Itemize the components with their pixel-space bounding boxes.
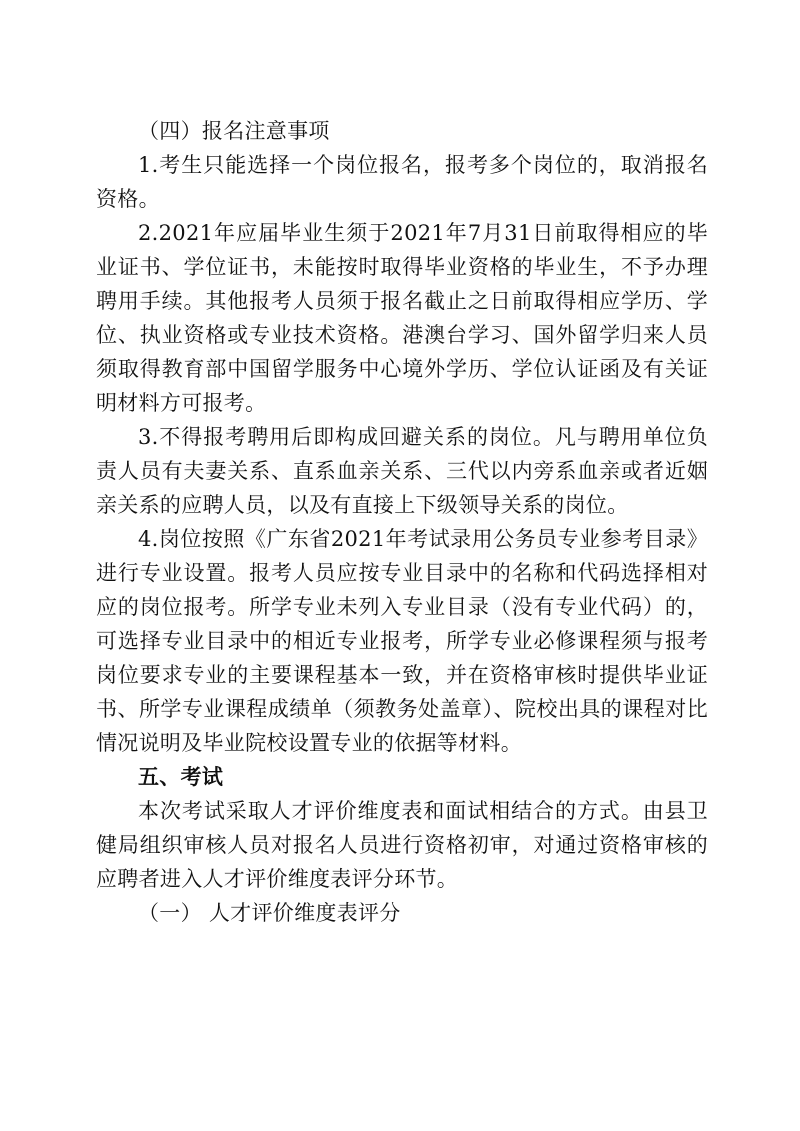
- paragraph-4: 4.岗位按照《广东省2021年考试录用公务员专业参考目录》进行专业设置。报考人员应按专业目录中的名称和代码选择相对应的岗位报考。所学专业未列入专业目录（没有专业代码）的，可选择专业目录中的相近专业报考，所学专业必修课程须与报考岗位要求专业的主要课程基本一致，并在资格审核时提供毕业证书、所学专业课程成绩单（须教务处盖章）、院校出具的课程对比情况说明及毕业院校设置专业的依据等材料。: [96, 527, 708, 755]
- paragraph-2: 2.2021年应届毕业生须于2021年7月31日前取得相应的毕业证书、学位证书，未能按时取得毕业资格的毕业生，不予办理聘用手续。其他报考人员须于报名截止之日前取得相应学历、学位、执业资格或专业技术资格。港澳台学习、国外留学归来人员须取得教育部中国留学服务中心境外学历、学位认证函及有关证明材料方可报考。: [96, 221, 708, 415]
- section-4-heading: （四）报名注意事项: [138, 119, 330, 143]
- section-5-heading: 五、考试: [138, 764, 224, 789]
- paragraph-5: 本次考试采取人才评价维度表和面试相结合的方式。由县卫健局组织审核人员对报名人员进行资格初审，对通过资格审核的应聘者进入人才评价维度表评分环节。: [96, 799, 708, 891]
- subsection-1-heading: （一） 人才评价维度表评分: [138, 901, 401, 925]
- paragraph-3: 3.不得报考聘用后即构成回避关系的岗位。凡与聘用单位负责人员有夫妻关系、直系血亲关系、三代以内旁系血亲或者近姻亲关系的应聘人员，以及有直接上下级领导关系的岗位。: [96, 425, 708, 517]
- paragraph-1: 1.考生只能选择一个岗位报名，报考多个岗位的，取消报名资格。: [96, 153, 708, 211]
- document-body: [96, 114, 708, 930]
